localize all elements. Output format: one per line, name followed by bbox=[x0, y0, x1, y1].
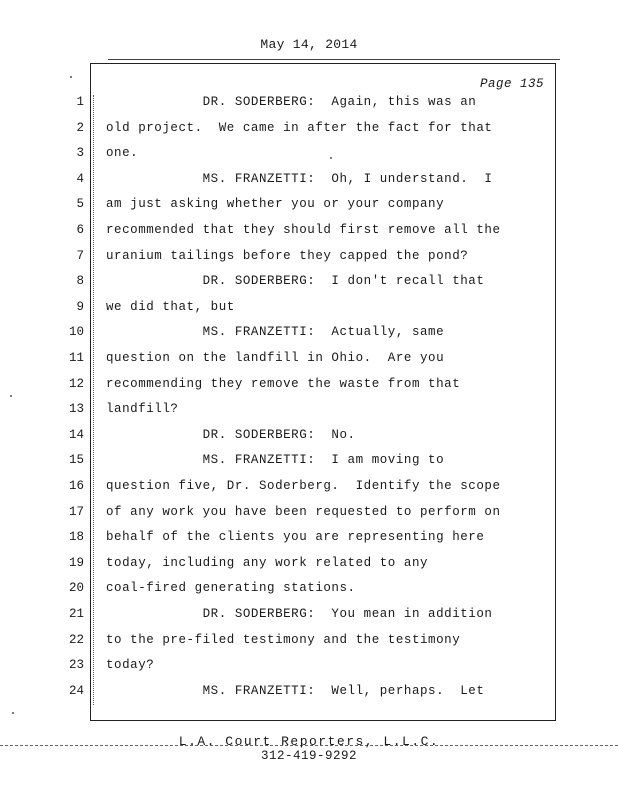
line-number: 2 bbox=[76, 120, 84, 135]
line-number: 21 bbox=[68, 607, 84, 621]
line-number: 17 bbox=[68, 504, 84, 519]
left-margin-rule bbox=[93, 95, 94, 705]
footer-phone: 312-419-9292 bbox=[260, 749, 357, 763]
header-date: May 14, 2014 bbox=[260, 37, 358, 52]
line-text: am just asking whether you or your company bbox=[106, 197, 445, 212]
line-text: to the pre-filed testimony and the testimony bbox=[106, 632, 461, 647]
line-number: 9 bbox=[76, 299, 84, 314]
line-text: behalf of the clients you are representing here bbox=[106, 530, 485, 545]
line-number: 19 bbox=[68, 555, 84, 570]
footer-reporter: L.A. Court Reporters, L.L.C. bbox=[178, 734, 440, 749]
line-text: today, including any work related to any bbox=[106, 555, 429, 570]
line-text: DR. SODERBERG: I don't recall that bbox=[106, 274, 485, 289]
line-number: 15 bbox=[68, 453, 84, 468]
line-text: recommending they remove the waste from that bbox=[106, 376, 461, 391]
line-text: of any work you have been requested to perform on bbox=[106, 504, 501, 519]
line-number: 16 bbox=[68, 479, 84, 493]
scan-speck bbox=[12, 712, 14, 714]
line-text: landfill? bbox=[106, 402, 179, 417]
line-number: 7 bbox=[76, 248, 84, 263]
transcript-frame bbox=[90, 63, 556, 721]
line-number: 22 bbox=[68, 632, 84, 647]
line-number: 11 bbox=[68, 351, 84, 365]
line-text: one. bbox=[106, 146, 139, 161]
line-number: 18 bbox=[68, 530, 84, 545]
scan-speck bbox=[10, 395, 12, 397]
line-number: 10 bbox=[68, 325, 84, 340]
line-text: question five, Dr. Soderberg. Identify the scope bbox=[106, 479, 501, 493]
line-number: 3 bbox=[76, 146, 84, 161]
line-number: 14 bbox=[68, 427, 84, 442]
line-text: MS. FRANZETTI: I am moving to bbox=[106, 453, 445, 468]
line-number: 24 bbox=[68, 683, 84, 698]
line-text: we did that, but bbox=[106, 299, 235, 314]
scan-speck bbox=[70, 76, 72, 78]
line-number: 13 bbox=[68, 402, 84, 417]
scan-speck bbox=[330, 157, 332, 159]
line-text: MS. FRANZETTI: Oh, I understand. I bbox=[106, 171, 493, 186]
line-number: 23 bbox=[68, 658, 84, 673]
line-text: coal-fired generating stations. bbox=[106, 581, 356, 596]
line-number: 12 bbox=[68, 376, 84, 391]
frame-top-rule bbox=[108, 59, 560, 60]
line-text: DR. SODERBERG: You mean in addition bbox=[106, 607, 493, 621]
line-text: DR. SODERBERG: No. bbox=[106, 427, 356, 442]
line-text: recommended that they should first remove all the bbox=[106, 223, 501, 237]
line-text: today? bbox=[106, 658, 155, 673]
line-text: question on the landfill in Ohio. Are you bbox=[106, 351, 445, 365]
line-number: 1 bbox=[76, 95, 84, 109]
line-number: 5 bbox=[76, 197, 84, 212]
page-number: Page 135 bbox=[480, 77, 545, 91]
line-number: 6 bbox=[76, 223, 84, 237]
line-text: MS. FRANZETTI: Well, perhaps. Let bbox=[106, 683, 485, 698]
line-number: 4 bbox=[76, 171, 84, 186]
line-text: DR. SODERBERG: Again, this was an bbox=[106, 95, 477, 109]
line-text: uranium tailings before they capped the pond? bbox=[106, 248, 469, 263]
line-number: 20 bbox=[68, 581, 84, 596]
line-text: MS. FRANZETTI: Actually, same bbox=[106, 325, 445, 340]
line-text: old project. We came in after the fact for that bbox=[106, 120, 493, 135]
line-number: 8 bbox=[76, 274, 84, 289]
